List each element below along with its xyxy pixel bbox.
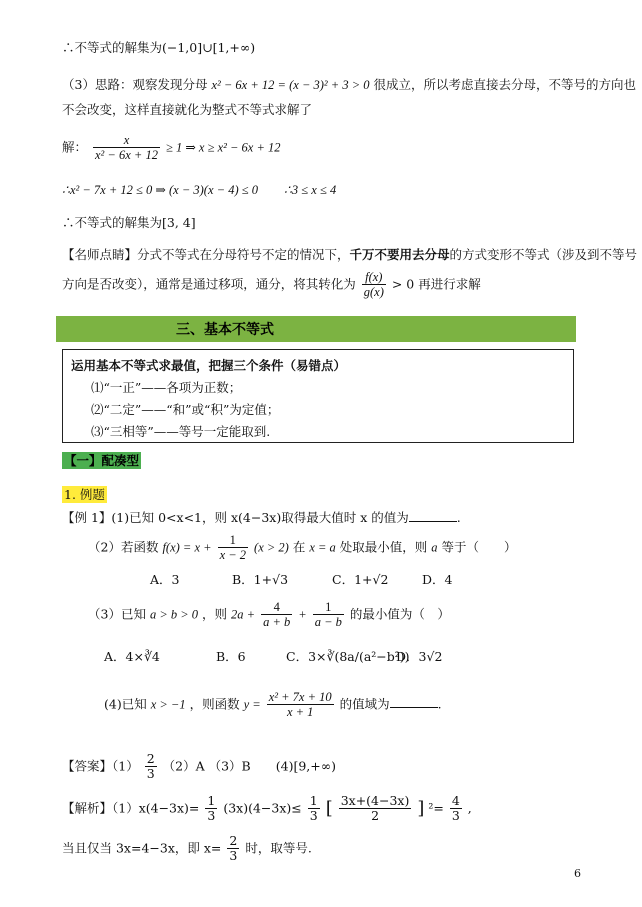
- q3-num1: 4: [261, 600, 292, 615]
- q3-cond: a > b > 0: [149, 607, 199, 622]
- q1-blank: [409, 509, 457, 522]
- q3-den1: a + b: [263, 615, 291, 630]
- q3-fraction-2: [313, 600, 344, 630]
- idea-3-math: x² − 6x + 12 = (x − 3)² + 3 > 0: [211, 78, 370, 92]
- analysis-line: [62, 794, 472, 824]
- q3-prefix: （3）已知: [88, 606, 146, 622]
- q1-text: 【例 1】(1)已知 0<x<1，则 x(4−3x)取得最大值时 x 的值为: [62, 510, 409, 525]
- analysis-r-num: 4: [451, 793, 460, 808]
- q4-suffix: 的值域为: [339, 696, 390, 712]
- analysis-result-frac: [450, 794, 462, 824]
- analysis-bracket-close: ]: [417, 798, 425, 820]
- idea-3-line2: 不会改变，这样直接就化为整式不等式求解了: [62, 102, 313, 117]
- tip-bold: 千万不要用去分母: [349, 247, 450, 262]
- example-q2: [88, 533, 517, 563]
- tip-frac-num: f(x): [362, 270, 386, 285]
- analysis-p2-den: 3: [309, 808, 318, 824]
- q4-prefix: (4)已知: [104, 696, 147, 712]
- q2-option-c: C．1+√2: [332, 572, 389, 587]
- q3-plus: +: [298, 607, 307, 622]
- analysis-p1-mid: (3x)(4−3x)≤: [223, 800, 302, 816]
- example-heading-highlight: 1. 例题: [64, 487, 105, 502]
- q3-option-b: B．6: [216, 649, 246, 664]
- example-q1: 【例 1】(1)已知 0<x<1，则 x(4−3x)取得最大值时 x 的值为 .: [62, 510, 461, 525]
- ineq-line: [62, 182, 336, 198]
- q2-f: f(x) = x +: [162, 540, 212, 555]
- q3-den2: a − b: [314, 615, 342, 630]
- analysis-p2-num: 1: [309, 793, 318, 808]
- analysis-bracket-num: 3x+(4−3x): [340, 793, 410, 808]
- q2-suffix: 等于（ ）: [441, 539, 517, 555]
- solve-label: 解：: [62, 139, 88, 155]
- answer-rest: （2）A （3）B (4)[9,+∞): [162, 758, 337, 774]
- q4-den: x + 1: [286, 705, 314, 720]
- analysis-label: 【解析】（1）x(4−3x)=: [62, 800, 200, 816]
- q4-cond: x > −1: [150, 697, 186, 712]
- tip-line: [62, 247, 637, 262]
- subsection-label: [62, 453, 141, 468]
- answer-fraction: [145, 752, 157, 782]
- q3-suffix: 的最小值为（ ）: [349, 606, 450, 622]
- solve-den: x² − 6x + 12: [95, 148, 158, 163]
- analysis-bracket-open: [: [325, 798, 333, 820]
- solve-line: [62, 133, 281, 163]
- analysis-l2-frac: [227, 834, 239, 864]
- q3-option-a: A．4×∛4: [104, 649, 160, 664]
- page-number: 6: [574, 867, 581, 880]
- q2-prefix: （2）若函数: [88, 539, 159, 555]
- tip-line2-suffix: > 0 再进行求解: [391, 276, 481, 292]
- q3-option-c: C．3×∛(8a/(a²−b²)): [286, 649, 410, 664]
- answer-num: 2: [146, 751, 155, 766]
- q3-option-d: D．3√2: [396, 649, 443, 664]
- q4-mid: ，则函数: [189, 696, 240, 712]
- box-item-2: ⑵“二定”——“和”或“积”为定值；: [91, 402, 280, 417]
- q2-mid: 在: [292, 539, 306, 555]
- analysis-bracket-frac: [339, 794, 412, 824]
- q2-mid2: 处取最小值，则: [339, 539, 428, 555]
- q2-option-b: B．1+√3: [232, 572, 289, 587]
- analysis-p1-num: 1: [207, 793, 216, 808]
- tip-suffix: 的方式变形不等式（涉及到不等号: [449, 247, 638, 262]
- analysis-end: ,: [467, 800, 472, 816]
- conditions-box: [62, 349, 574, 443]
- idea-3-prefix: （3）思路：观察发现分母: [62, 77, 208, 92]
- analysis-frac-1: [205, 794, 217, 824]
- analysis-r-den: 3: [451, 808, 460, 824]
- answer-den: 3: [146, 766, 155, 782]
- tip-line2-prefix: 方向是否改变），通常是通过移项，通分，将其转化为: [62, 276, 356, 292]
- q2-option-d: D．4: [422, 572, 453, 587]
- q4-y: y =: [243, 697, 261, 712]
- tip-frac-den: g(x): [363, 285, 384, 300]
- q4-num: x² + 7x + 10: [268, 690, 332, 704]
- ineq-result: ∴3 ≤ x ≤ 4: [283, 183, 337, 197]
- analysis-l2-num: 2: [229, 833, 238, 848]
- analysis-bracket-den: 2: [371, 808, 380, 824]
- solve-fraction: [93, 133, 160, 163]
- subsection-highlight: 【一】配凑型: [64, 453, 140, 468]
- tip-line2: [62, 270, 481, 300]
- box-item-1: ⑴“一正”——各项为正数；: [91, 380, 242, 395]
- example-q3: [88, 600, 450, 630]
- analysis-line2-suffix: 时，取等号.: [245, 840, 312, 856]
- idea-3-line: [62, 77, 636, 93]
- q3-num2: 1: [313, 600, 344, 615]
- q3-fraction-1: [261, 600, 292, 630]
- example-heading: [62, 487, 107, 502]
- analysis-frac-2: [308, 794, 320, 824]
- q2-xa: x = a: [309, 540, 336, 555]
- q2-fraction: [218, 533, 248, 563]
- analysis-result: ²=: [428, 800, 444, 816]
- analysis-p1-den: 3: [207, 808, 216, 824]
- idea-3-suffix: 很成立，所以考虑直接去分母，不等号的方向也: [373, 77, 637, 92]
- example-q4: (4)已知 x > −1 ，则函数 y = $\frac{\text{x² + 7x + 10}}{x + 1}$ 的值域为 .: [104, 690, 442, 720]
- ineq-expr: ∴x² − 7x + 12 ≤ 0 ⇒ (x − 3)(x − 4) ≤ 0: [62, 183, 258, 197]
- q2-a: a: [431, 540, 438, 555]
- answer-label: 【答案】（1）: [62, 758, 139, 774]
- analysis-l2-den: 3: [229, 848, 238, 864]
- solution-set-3: ∴不等式的解集为[3, 4]: [62, 215, 196, 230]
- solve-rest: ≥ 1 ⇒ x ≥ x² − 6x + 12: [165, 140, 281, 155]
- q2-num: 1: [218, 533, 248, 548]
- q4-fraction: [267, 690, 334, 720]
- q2-den: x − 2: [219, 548, 247, 563]
- solution-set-line: ∴不等式的解集为(−1,0]∪[1,+∞): [62, 40, 256, 55]
- tip-fraction: [362, 270, 386, 300]
- q3-expr: 2a +: [231, 607, 256, 622]
- box-item-3: ⑶“三相等”——等号一定能取到.: [91, 424, 271, 439]
- box-heading: 运用基本不等式求最值，把握三个条件（易错点）: [71, 358, 347, 373]
- section-title: 三、基本不等式: [176, 322, 274, 338]
- q4-blank: [390, 695, 438, 708]
- analysis-line2-prefix: 当且仅当 3x=4−3x，即 x=: [62, 840, 222, 856]
- tip-prefix: 【名师点睛】分式不等式在分母符号不定的情况下，: [62, 247, 350, 262]
- q3-mid: ，则: [202, 606, 228, 622]
- solve-num: x: [93, 133, 160, 148]
- section-bar: [56, 316, 576, 342]
- q2-option-a: A．3: [150, 572, 180, 587]
- answer-line: [62, 752, 336, 782]
- q2-cond: (x > 2): [254, 540, 289, 555]
- analysis-line2: [62, 834, 312, 864]
